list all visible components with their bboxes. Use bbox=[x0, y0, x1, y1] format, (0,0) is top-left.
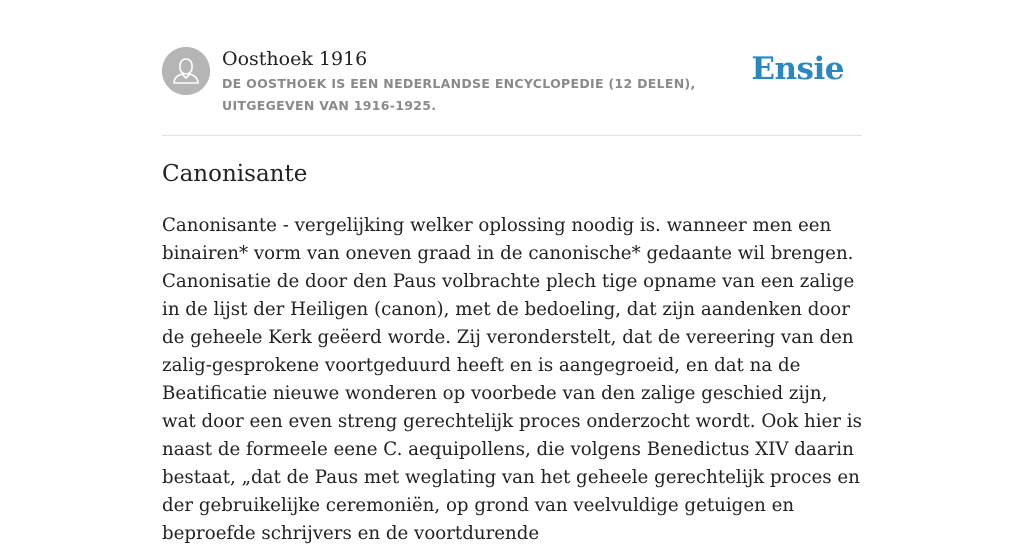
user-icon bbox=[162, 47, 210, 95]
source-title[interactable]: Oosthoek 1916 bbox=[222, 48, 368, 70]
avatar[interactable] bbox=[162, 47, 210, 95]
source-header bbox=[162, 47, 862, 135]
article-body: Canonisante - vergelijking welker oplossing noodig is. wanneer men een binairen* vorm van oneven graad in de canonische* gedaante wil brengen. Canonisatie de door den Paus volbrachte plech tige opname van een zalige in de lijst der Heiligen (canon), met de bedoeling, dat zijn aandenken door de geheele Kerk geëerd worde. Zij veronderstelt, dat de vereering van den zalig-gesprokene voortgeduurd heeft en is aangegroeid, en dat na de Beatificatie nieuwe wonderen op voorbede van den zalige geschied zijn, wat door een even streng gerechtelijk proces onderzocht wordt. Ook hier is naast de formeele eene C. aequipollens, die volgens Benedictus XIV daarin bestaat, „dat de Paus met weglating van het geheele gerechtelijk proces en der gebruikelijke ceremoniën, op grond van veelvuldige getuigen en beproefde schrijvers en de voortdurende bbox=[162, 215, 862, 544]
article-title: Canonisante bbox=[162, 161, 308, 187]
source-description: DE OOSTHOEK IS EEN NEDERLANDSE ENCYCLOPEDIE (12 DELEN), UITGEGEVEN VAN 1916-1925. bbox=[222, 76, 696, 113]
brand-logo[interactable]: Ensie bbox=[751, 51, 844, 87]
header-divider bbox=[162, 135, 862, 136]
